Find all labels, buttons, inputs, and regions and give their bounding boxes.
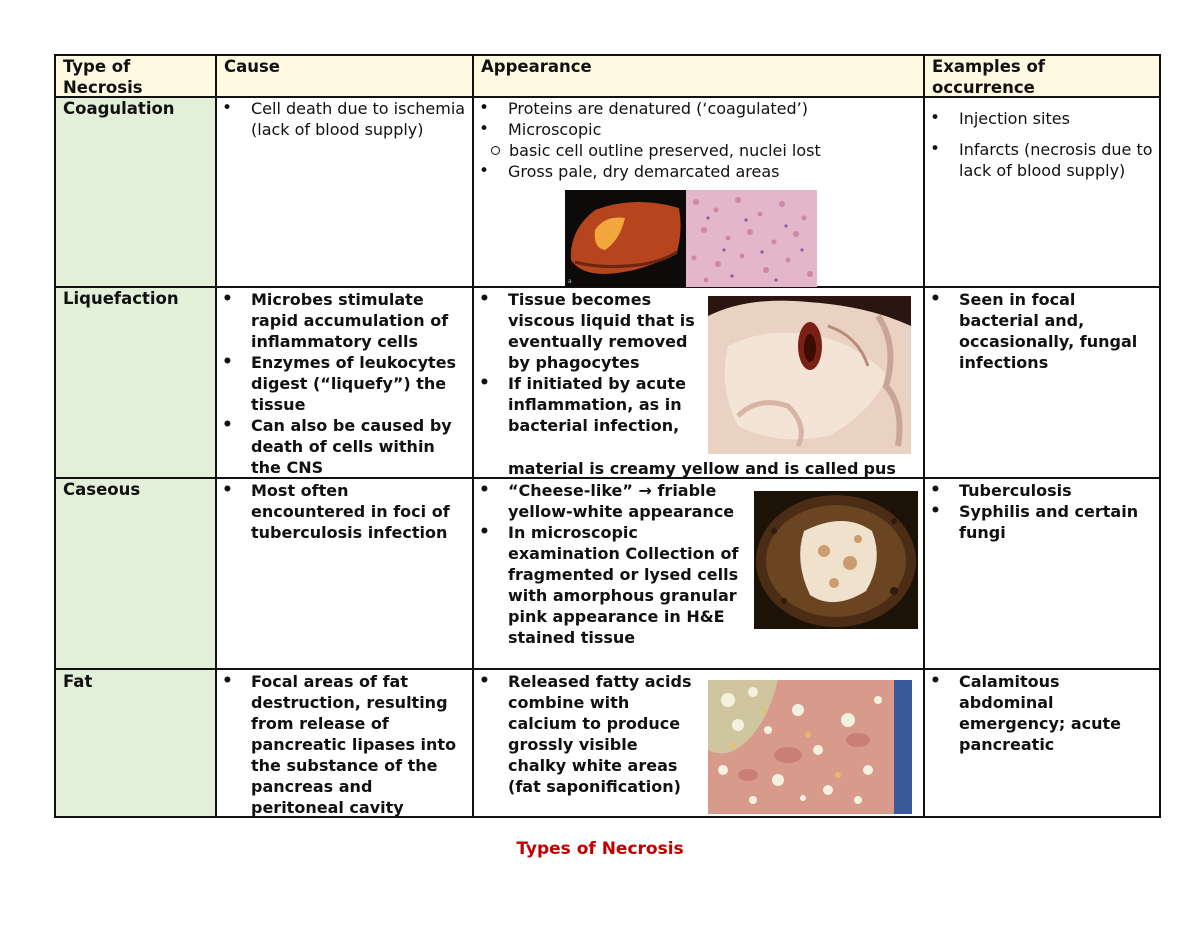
sub-list-item [474,140,919,161]
list-item: • Seen in focal bacterial and, occasionally, fungal infections [925,289,1155,373]
list-item: • Microbes stimulate rapid accumulation of inflammatory cells [217,289,467,352]
brain-section-photo-icon [708,296,911,454]
row-type-coagulation: Coagulation [63,99,175,118]
list-item: • Tuberculosis [925,480,1155,501]
list-item: • Focal areas of fat destruction, resulting from release of pancreatic lipases into the substance of the pancreas and peritoneal cavity [217,671,469,818]
row-type-liquefaction: Liquefaction [63,289,179,308]
header-type: Type of Necrosis [63,57,143,97]
type-column-bg [54,97,215,818]
examples-fat [925,671,1155,755]
appearance-fat [474,671,699,797]
examples-fat-text: Calamitous abdominal emergency; [959,672,1066,733]
cause-liquefaction [217,289,467,478]
appearance-coagulation [474,98,919,182]
examples-fat-bold: acute pancreatic [959,714,1122,754]
fat-saponification-photo-icon [708,680,912,814]
list-item: • Microscopic [474,119,919,140]
sub-list-text: basic cell outline preserved, nuclei lost [509,141,821,160]
lung-caseous-photo-icon [754,491,918,629]
cause-fat [217,671,469,818]
row-type-fat: Fat [63,672,93,691]
circle-bullet-icon [491,146,500,155]
list-item: • Infarcts (necrosis due to lack of blood supply) [925,139,1155,181]
pus-term: pus [863,459,896,478]
header-appearance: Appearance [481,57,592,76]
list-item: • Tissue becomes viscous liquid that is eventually removed by phagocytes [474,289,704,373]
list-item: • Injection sites [925,108,1155,129]
pus-sentence-text: material is creamy yellow and is called [508,459,859,478]
appearance-liquefaction-tail [508,458,928,479]
list-item: • In microscopic examination Collection of fragmented or lysed cells with amorphous granular pink appearance in H&E stained tissue [474,522,740,648]
appearance-liquefaction [474,289,704,436]
histology-micrograph-icon [686,190,817,287]
list-item: • Cell death due to ischemia (lack of blood supply) [217,98,467,140]
examples-caseous [925,480,1155,543]
grid-line [1159,54,1161,818]
cause-caseous [217,480,467,543]
list-item: • Gross pale, dry demarcated areas [474,161,919,182]
list-item: • Proteins are denatured (‘coagulated’) [474,98,919,119]
list-item: • Released fatty acids combine with calcium to produce grossly visible chalky white areas (fat saponification) [474,671,699,797]
header-cause: Cause [224,57,281,76]
infarct-gross-photo-icon [565,190,686,287]
list-item: • Enzymes of leukocytes digest (“liquefy”) the tissue [217,352,467,415]
list-item: • Syphilis and certain fungi [925,501,1155,543]
grid-line [54,54,56,818]
header-examples: Examples of occurrence [932,57,1045,97]
grid-line [54,668,1161,670]
examples-liquefaction [925,289,1155,373]
cause-coagulation [217,98,467,140]
row-type-caseous: Caseous [63,480,141,499]
necrosis-table [54,54,1161,818]
svg-text:a: a [568,278,572,285]
figure-caption: Types of Necrosis [516,839,684,859]
appearance-caseous [474,480,744,648]
list-item: • Most often encountered in foci of tuberculosis infection [217,480,467,543]
list-item: • If initiated by acute inflammation, as in bacterial infection, [474,373,704,436]
examples-coagulation [925,108,1155,181]
list-item: • Can also be caused by death of cells within the CNS [217,415,467,478]
list-item: • “Cheese-like” → friable yellow-white appearance [474,480,740,522]
list-item [925,671,1155,755]
